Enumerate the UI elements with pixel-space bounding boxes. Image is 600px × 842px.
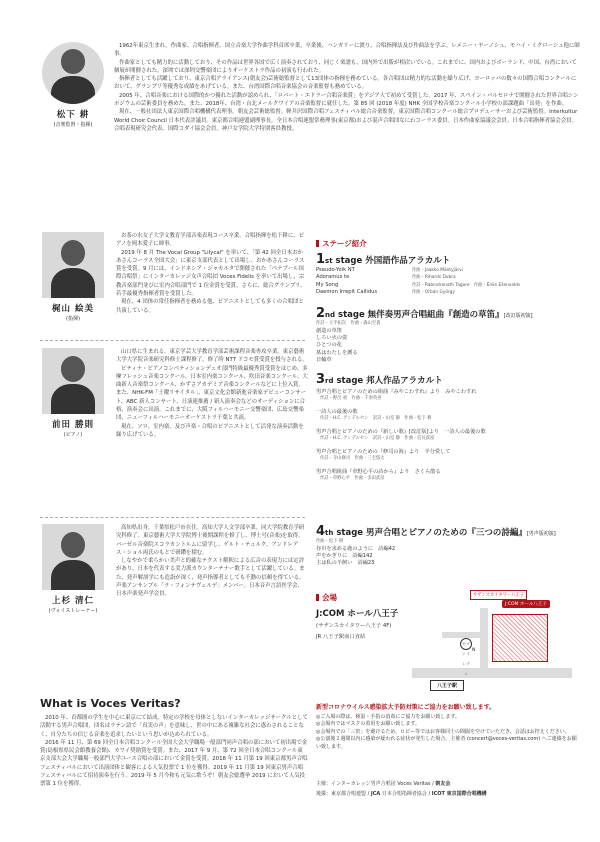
person-role: (音楽監督・指揮) xyxy=(53,122,93,128)
divider xyxy=(40,340,305,341)
bio-text xyxy=(116,524,308,599)
map-road xyxy=(442,632,482,638)
bio-paragraph: お茶の水女子大学文教育学部音楽表現コース卒業。合唱指揮を松下耕に、ピアノを岡本愛子に師事。 xyxy=(116,233,305,248)
bio-text xyxy=(116,232,308,315)
venue-name: J:COM ホール八王子 xyxy=(316,609,399,619)
stage-title: 3rd stage 邦人作品アラカルト xyxy=(316,372,443,387)
map-road xyxy=(480,608,488,670)
person-role: (指揮) xyxy=(66,316,80,322)
bio-paragraph: 作曲家としても精力的に活動しており、その作品は世界各国で広く演奏されており、同じく楽譜も、国内外で出版が相次いでいる。これまでに、国内およびボーランド、中国、台湾において個展が開催された。深圳では深圳交響楽団によりオーケストラ作品の初演も行われた。 xyxy=(114,59,577,74)
person-name: 梶山 絵美 xyxy=(52,304,94,314)
song-credit: 作詩・H.C. アンデルセン 訳詩・山室 静 作曲・信長貴富 xyxy=(320,436,435,442)
stage-title: 2nd stage 無伴奏男声合唱組曲『創造の草笛』[改訂版初演] xyxy=(316,306,533,321)
bio-text xyxy=(114,42,580,133)
song-row: Pseudo-Yoik NT 作曲・Jaakko Mäntyjärvi xyxy=(316,267,463,273)
song-row: Adoramus te 作曲・Rihards Dubra xyxy=(316,274,456,281)
bio-photo-column xyxy=(40,348,106,438)
stage-2 xyxy=(316,306,578,365)
person-name: 前田 勝則 xyxy=(52,420,94,430)
map-callout: サザンスカイタワー八王子 xyxy=(470,590,527,600)
covid-item: ◎ご入場の際は、検温・手指の消毒にご協力をお願い致します。 xyxy=(316,714,460,720)
covid-notice-list xyxy=(316,714,578,751)
host-line: 主催：インターカレッジ男声合唱団 Voces Veritas / 朝友会 xyxy=(316,781,451,787)
covid-notice-title: 新型コロナウイルス感染拡大予防対策にご協力をお願い致します。 xyxy=(316,704,496,711)
song-row: しろい火の姿 xyxy=(316,335,348,341)
venue-station: JR 八王子駅南口直結 xyxy=(316,634,366,640)
map-venue-tag: J:COM ホール八王子 xyxy=(502,600,550,608)
stage-4 xyxy=(316,524,578,568)
stage-section-label: ステージ紹介 xyxy=(316,238,367,249)
bio-photo-column xyxy=(40,232,106,322)
song-row: 一詩人の最後の歌 xyxy=(316,409,358,415)
person-name: 上杉 清仁 xyxy=(52,596,94,606)
stage-1 xyxy=(316,252,578,297)
jca-logo: JCA xyxy=(370,791,381,797)
song-row: 日輪草 xyxy=(316,357,332,364)
bio-paragraph: 高知県出身。千葉県松戸市在住。高知大学人文学部卒業。同大学院教育学研究科修了。東京藝術大学大学院博士後期課程を修了し、博士号(音楽)を取得。バーゼル音楽院スコラカントルムに留学し、ゲルト・テュルク、アンドレアス・ショル両氏のもとで研鑽を積む。 xyxy=(116,525,305,556)
song-row: ひとつの花 xyxy=(316,342,342,349)
venue-map xyxy=(412,588,572,698)
trainer-photo xyxy=(42,524,104,590)
bio-paragraph: ピティナ・ピアノコンペティションデュオ部門特級最優秀賞受賞をはじめ、多摩フレッシュ音楽コンクール、日本室内楽コンクール、吹田音楽コンクール、大曲新人音楽祭コンクール、かずさアカデミア音楽コンクールなどに上位入賞。また、NHK-FM「土曜リサイタル」、東京文化会館新進音楽家デビューコンサート、ABC 新人コンサート、日演連推薦 / 新人演奏会などのオーディションに合格、演奏会に出演。これまでに、大阪フィルハーモニー交響楽団、広島交響楽団、ニューフィルハーモニーオーケストラ千葉と共演。 xyxy=(116,365,308,422)
person-name: 松下 耕 xyxy=(56,110,90,120)
venue-building: (サザンスカイタワー八王子 4F) xyxy=(316,623,392,629)
bio-paragraph: 山口県に生まれる。東京学芸大学教育学部芸術課程音楽専攻卒業。東京藝術大学大学院音楽研究科修士課程修了。修了時 NTT ドコモ賞受賞を授与される。 xyxy=(116,349,308,364)
person-role: (ヴォイストレーナー) xyxy=(48,608,98,614)
map-road xyxy=(412,668,572,678)
song-credit: 作詩・野呂 昶 作曲・千原英喜 xyxy=(320,396,382,402)
covid-item: ◎会場内での「三密」を避けるため、ロビー等ではお客様同士の間隔を空けていただき、会話はお控えください。 xyxy=(316,728,570,735)
covid-item: ◎会場内ではマスクの着用をお願い致します。 xyxy=(316,721,420,728)
stage-credit: 作曲・松下 耕 xyxy=(316,539,344,544)
support-line: 後援：東京都合唱連盟 / JCA 日本合唱指揮者協会 / ICOT 東京国際合唱機構 xyxy=(316,791,487,797)
conductor-photo xyxy=(42,232,104,298)
song-row: 男声合唱組曲『草野心平の詩から』より さくら散る xyxy=(316,469,441,475)
venue-section-label: 会場 xyxy=(316,592,337,603)
what-is-text xyxy=(40,714,308,789)
bio-paragraph: しなやかで柔らかい美声と的確なテクスト解釈による広音の表現力には定評があり、日本を代表する実力派カウンターテナー歌手として活躍している。また、発声解剖学にも造詣が深く、発声指導者としても不動の信頼を得ている。声楽アンサンブル「ラ・フォンテヴェルデ」メンバー。日本音声言語医学会、日本声楽発声学会員。 xyxy=(116,558,305,598)
bio-paragraph: 現在、一般社団法人東京国際合唱機構代表理事。朝友会芸術総監督。軽井沢国際合唱フェスティバル総合音楽監督。東京国際合唱コンクール総合プロデューサーおよび芸術監督。Interkultur World Choir Council 日本代表評議員。東京都合唱連盟副理事長。全日本合唱連盟常務理事(東京都)および混声合唱団なにわコーラス委員。日本作曲家協議会会員。日本合唱指揮者協会会員。合唱表現研究会代表。国際コダイ協会会員。神戸女学院大学特別客員教授。 xyxy=(114,109,578,132)
bio-paragraph: 現在、4 団体の常任指揮者を務める他、ピアニストとしても多くの合唱団と共演している。 xyxy=(116,299,304,314)
song-row: 男声合唱とピアノのための組曲『みやこわすれ』より みやこわすれ xyxy=(316,389,477,395)
stage-title: 1st stage 外国語作品アラカルト xyxy=(316,252,451,267)
covid-item: ◎公演後２週間以内に感染が疑われる症状が発生した場合、主催者 (concert@voces-veritas.com) へご連絡をお願い致します。 xyxy=(316,736,577,750)
song-row: 男声合唱とピアノのための『新しい歌』[改訂版]より 一詩人の最後の歌 xyxy=(316,429,486,435)
stage-credit: 作詩・大手拓次 作曲・森山至貴 xyxy=(316,321,381,326)
pianist-photo xyxy=(42,348,104,414)
bio-text xyxy=(116,348,308,439)
venue-building-mark xyxy=(492,614,548,662)
bio-photo-column xyxy=(40,524,106,614)
song-credit: 作詩・草野心平 作曲・多田武彦 xyxy=(320,476,385,482)
song-row: 墓はわたしを護る xyxy=(316,349,358,356)
song-row: 谷川を求める鹿のように 詩編42 xyxy=(316,545,396,552)
what-is-paragraph: 2010 年、首都圏の学生を中心に東京にて結成。特定の学校を母体としないインターカレッジサークルとして活動する男声合唱団。団名はラテン語で「真実の声」を意味し、世の中にある複雑な社会に惑わされることなく、自分たちの信じる音楽を追求したいという思いが込められている。 xyxy=(40,715,308,738)
conductor-photo xyxy=(42,42,104,104)
song-row: 声をかぎりに 詩編142 xyxy=(316,553,373,559)
map-station-label: 八王子駅 xyxy=(430,680,464,691)
divider xyxy=(40,517,305,518)
song-row: 男声合唱とピアノのための『修司の海』より 半分愛して xyxy=(316,449,451,455)
song-row: Daemon Irrepit Callidus 作曲・Orbán György xyxy=(316,289,455,296)
song-credit: 作詩・寺山修司 作曲・三宅悠太 xyxy=(320,456,385,462)
bio-paragraph: 指揮者としても活躍しており、東京合唱アライアンス(朝友会)芸術総監督として13団体の指揮を務めている。各合唱団は精力的な活動を繰り広げ、ヨーロッパの数々の国際合唱コンクールにおいて、グランプリ等優秀な成績をあげている。また、台湾国際合唱音楽協会の音楽監督も務めている。 xyxy=(114,76,577,91)
stage-3 xyxy=(316,372,578,483)
bio-paragraph: 現在、ソロ、室内楽、及び声楽・合唱のピアニストとして活発な演奏活動を繰り広げている。 xyxy=(116,423,304,438)
bio-paragraph: 2019 年 8 月 The Vocal Group "Lilycal" を率いて、「第 42 回全日本おかあさんコーラス全国大会」に東京支部代表として出場し、おかあさんコーラス賞を受賞。9 月には、インドネシア・ジャカルタで開催された「ペナブール国際合唱祭」にインターカレッジ女声合唱団 Voces Fidelis を率いて出場し、宗教音楽部門並びに室内合唱部門で 1 位金賞を受賞、さらに、総合グランプリ、若手最優秀指揮者賞を受賞した。 xyxy=(116,249,306,298)
bio-photo-column xyxy=(40,42,106,128)
song-row: 主は私の羊飼い 詩編23 xyxy=(316,560,375,567)
photo-credit: ©大 川 隆 xyxy=(87,98,101,102)
what-is-paragraph: 2016 年 11 月、第 69 回全日本合唱コンクール全国大会大学職場一般部門同声合唱の部において初出場で金賞(島根県県民会館教養会館)、カワイ奨励賞を受賞。また、2017 年 9 月、第 72 回全日本合唱コンクール東京支部大会大学職場一般部門大学ユース合唱の部において金賞を受賞。2018 年 11 月第 19 回東京都男声合唱フェスティバルにおいて出演団体と観客による人気投票で 1 位を獲得。2019 年 11 月第 19 回東京男声合唱フェスティバルにて招待演奏を行う。2019 年 5 月今和も元気に歌うぞ！朝友会総選挙 2019 において人気投票第 1 位を獲得。 xyxy=(40,739,308,788)
convenience-store-icon: セブン イレブン xyxy=(460,638,472,650)
choyukai-logo: 朝友会 xyxy=(435,781,451,787)
stage-title: 4th stage 男声合唱とピアノのための『三つの詩編』[男声版初演] xyxy=(316,524,556,539)
north-arrow-icon: N xyxy=(472,648,476,653)
song-row: My Song 作詩・Rabindranath Tagore 作曲・Ēriks Ešenvalds xyxy=(316,281,521,288)
bio-paragraph: 2005 年、合唱音楽における国際的かつ優れた活動が認められ、「ロバート・エドラー合唱音楽賞」をアジア人で初めて受賞した。2017 年、スペイン・バルセロナで開催された世界合唱シンポジウムの芸術委員を務めた。また、2018年、台湾・台北メールクワイアの音楽監督に就任した。第 85 回 (2018 年度) NHK 全国学校音楽コンクール小学校の部課題曲「出発」を作曲。 xyxy=(114,92,579,108)
song-row: 創造の草笛 xyxy=(316,327,342,334)
what-is-title: What is Voces Veritas? xyxy=(40,697,181,710)
song-credit: 作詩・H.C. アンデルセン 訳詩・山室 静 作曲・松下 耕 xyxy=(320,416,432,422)
icot-logo: ICOT 東京国際合唱機構 xyxy=(431,791,487,797)
bio-paragraph: 1962年東京生まれ。作曲家、合唱指揮者。国立音楽大学作曲学科首席卒業。卒業後、ハンガリーに渡り、合唱指揮法及び作曲法を学ぶ。レメニー・ヤーノシュ、モハイ・ミクローシュ他に師事。 xyxy=(114,43,580,58)
person-role: (ピアノ) xyxy=(63,432,83,438)
